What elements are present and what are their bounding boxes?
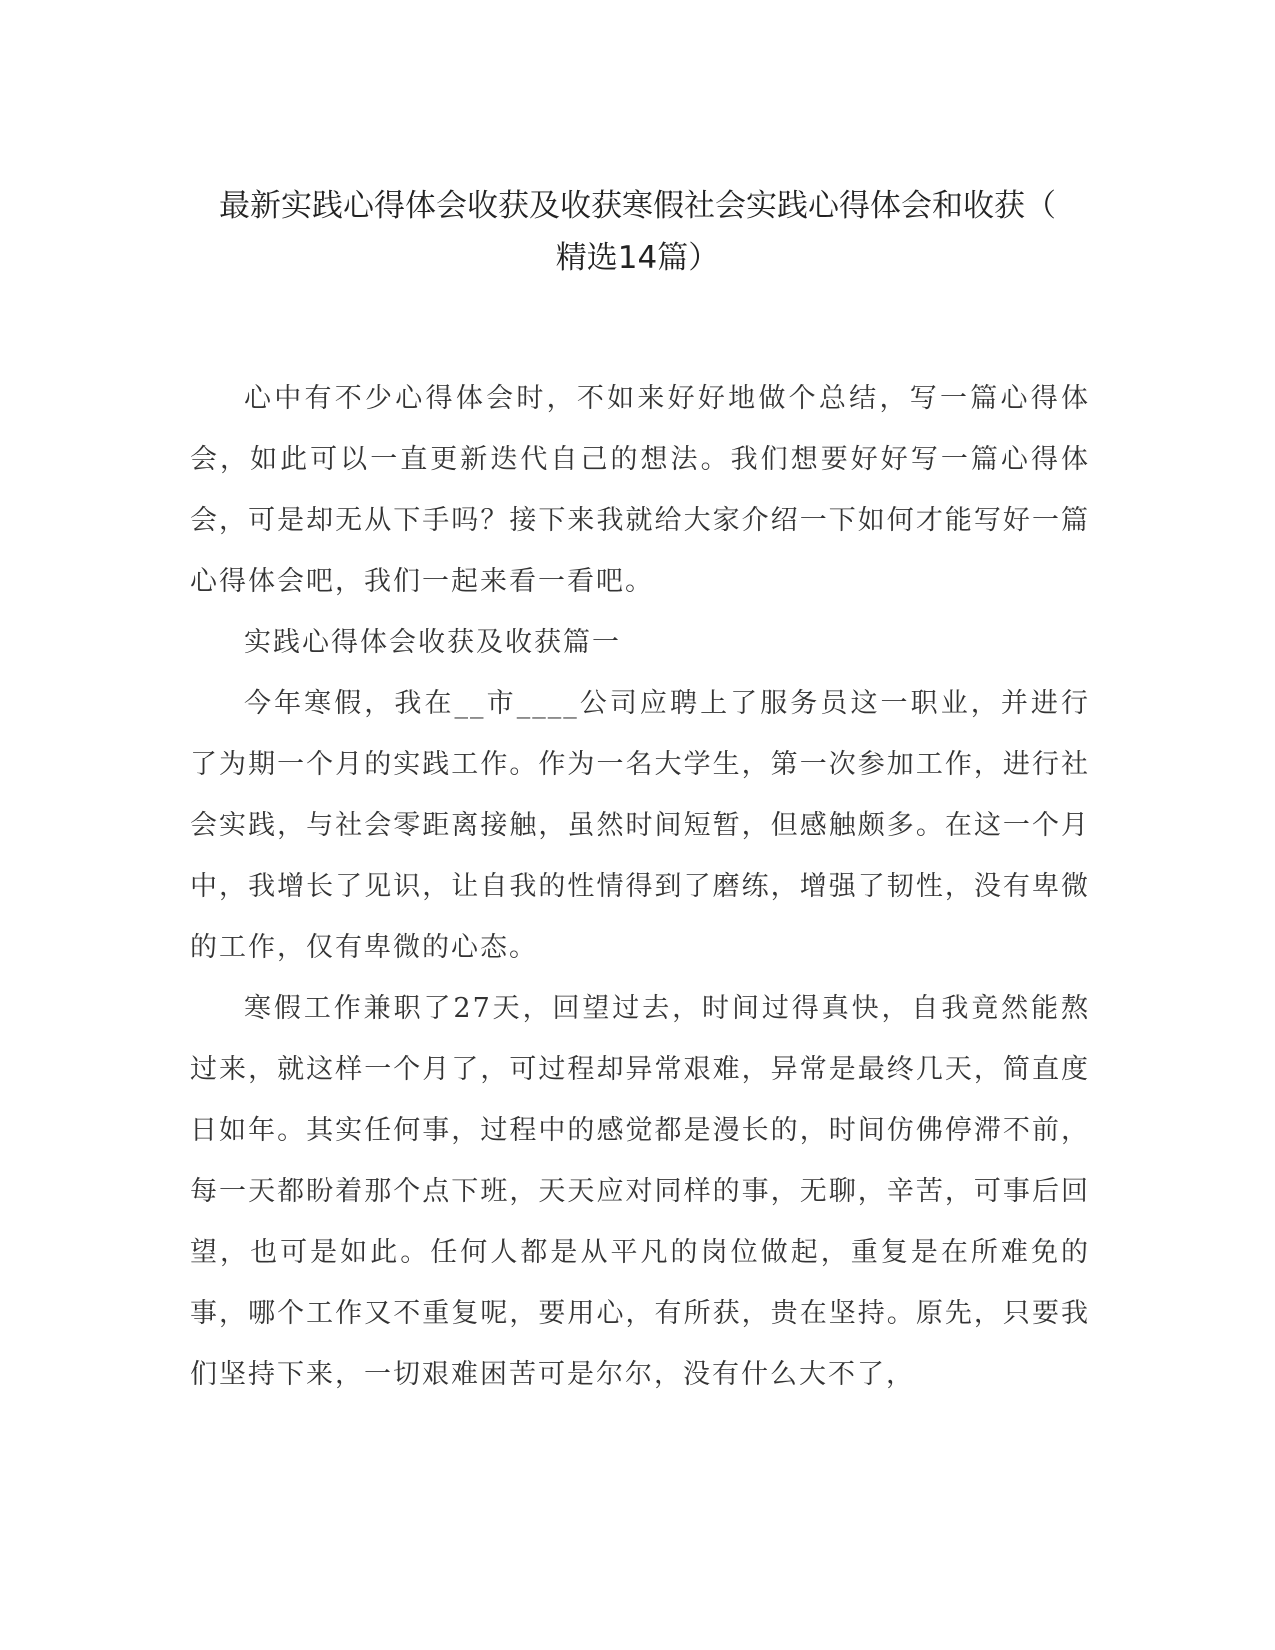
body-paragraph: 今年寒假，我在__市____公司应聘上了服务员这一职业，并进行了为期一个月的实践工作。作为一名大学生，第一次参加工作，进行社会实践，与社会零距离接触，虽然时间短暂，但感触颇多。在这一个月中，我增长了见识，让自我的性情得到了磨练，增强了韧性，没有卑微的工作，仅有卑微的心态。 — [190, 688, 1090, 963]
document-title — [150, 180, 1125, 284]
document-body — [190, 368, 1090, 1405]
title-line-2: 精选14篇） — [555, 240, 720, 276]
section-heading: 实践心得体会收获及收获篇一 — [244, 627, 621, 658]
title-line-1: 最新实践心得体会收获及收获寒假社会实践心得体会和收获（ — [219, 188, 1056, 224]
body-paragraph: 寒假工作兼职了27天，回望过去，时间过得真快，自我竟然能熬过来，就这样一个月了，可过程却异常艰难，异常是最终几天，简直度日如年。其实任何事，过程中的感觉都是漫长的，时间仿佛停滞不前，每一天都盼着那个点下班，天天应对同样的事，无聊，辛苦，可事后回望，也可是如此。任何人都是从平凡的岗位做起，重复是在所难免的事，哪个工作又不重复呢，要用心，有所获，贵在坚持。原先，只要我们坚持下来，一切艰难困苦可是尔尔，没有什么大不了， — [190, 993, 1090, 1390]
intro-paragraph: 心中有不少心得体会时，不如来好好地做个总结，写一篇心得体会，如此可以一直更新迭代自己的想法。我们想要好好写一篇心得体会，可是却无从下手吗？接下来我就给大家介绍一下如何才能写好一篇心得体会吧，我们一起来看一看吧。 — [190, 383, 1090, 597]
